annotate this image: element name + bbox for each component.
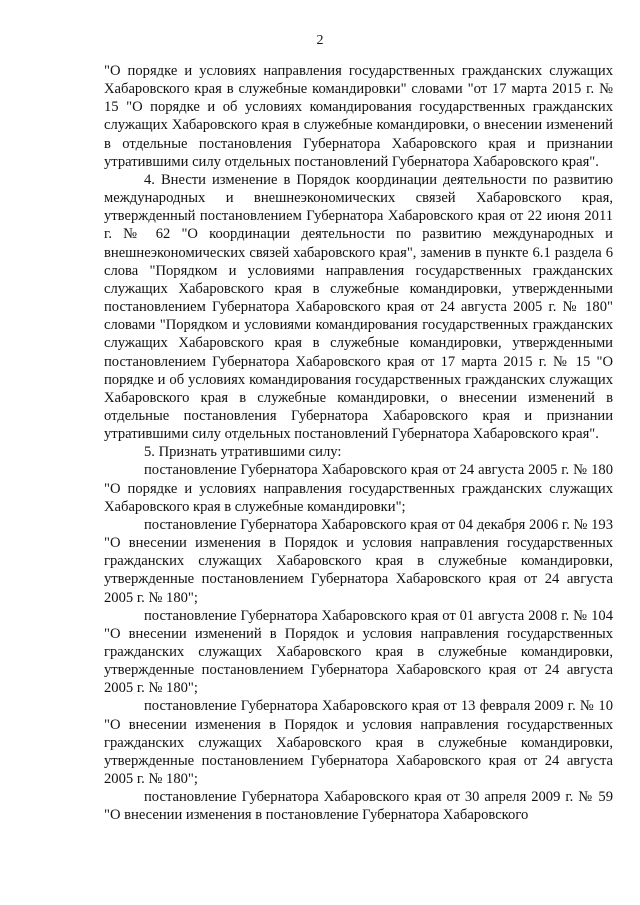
repealed-decree-3: постановление Губернатора Хабаровского края от 01 августа 2008 г. № 104 "О внесении изменений в Порядок и условия направления государственных гражданских служащих Хабаровского края в служебные командировки, утвержденные постановлением Губернатора Хабаровского края от 24 августа 2005 г. № 180"; bbox=[104, 607, 613, 697]
paragraph-item-4: 4. Внести изменение в Порядок координации деятельности по развитию международных и внешнеэкономических связей Хабаровского края, утвержденный постановлением Губернатора Хабаровского края от 22 июня 2011 г. № 62 "О координации деятельности по развитию международных и внешнеэкономических связей хабаровского края", заменив в пункте 6.1 раздела 6 слова "Порядком и условиями направления государственных гражданских служащих Хабаровского края в служебные командировки, утвержденными постановлением Губернатора Хабаровского края от 24 августа 2005 г. № 180" словами "Порядком и условиями командирования государственных гражданских служащих Хабаровского края в служебные командировки, утвержденными постановлением Губернатора Хабаровского края от 17 марта 2015 г. № 15 "О порядке и об условиях командирования государственных гражданских служащих Хабаровского края в служебные командировки, о внесении изменений в отдельные постановления Губернатора Хабаровского края и признании утратившими силу отдельных постановлений Губернатора Хабаровского края". bbox=[104, 171, 613, 443]
repealed-decree-1: постановление Губернатора Хабаровского края от 24 августа 2005 г. № 180 "О порядке и условиях направления государственных гражданских служащих Хабаровского края в служебные командировки"; bbox=[104, 462, 613, 515]
repealed-decree-2: постановление Губернатора Хабаровского края от 04 декабря 2006 г. № 193 "О внесении изменения в Порядок и условия направления государственных гражданских служащих Хабаровского края в служебные командировки, утвержденные постановлением Губернатора Хабаровского края от 24 августа 2005 г. № 180"; bbox=[104, 516, 613, 606]
paragraph-continuation: "О порядке и условиях направления государственных гражданских служащих Хабаровского края в служебные командировки" словами "от 17 марта 2015 г. № 15 "О порядке и об условиях командирования государственных гражданских служащих Хабаровского края в служебные командировки, о внесении изменений в отдельные постановления Губернатора Хабаровского края и признании утратившими силу отдельных постановлений Губернатора Хабаровского края". bbox=[104, 63, 613, 170]
page-number: 2 bbox=[316, 33, 324, 48]
repealed-decree-5: постановление Губернатора Хабаровского края от 30 апреля 2009 г. № 59 "О внесении изменения в постановление Губернатора Хабаровского bbox=[104, 789, 613, 824]
repealed-decree-4: постановление Губернатора Хабаровского края от 13 февраля 2009 г. № 10 "О внесении изменения в Порядок и условия направления государственных гражданских служащих Хабаровского края в служебные командировки, утвержденные постановлением Губернатора Хабаровского края от 24 августа 2005 г. № 180"; bbox=[104, 698, 613, 788]
document-body bbox=[104, 62, 613, 825]
paragraph-item-5: 5. Признать утратившими силу: bbox=[144, 444, 342, 461]
